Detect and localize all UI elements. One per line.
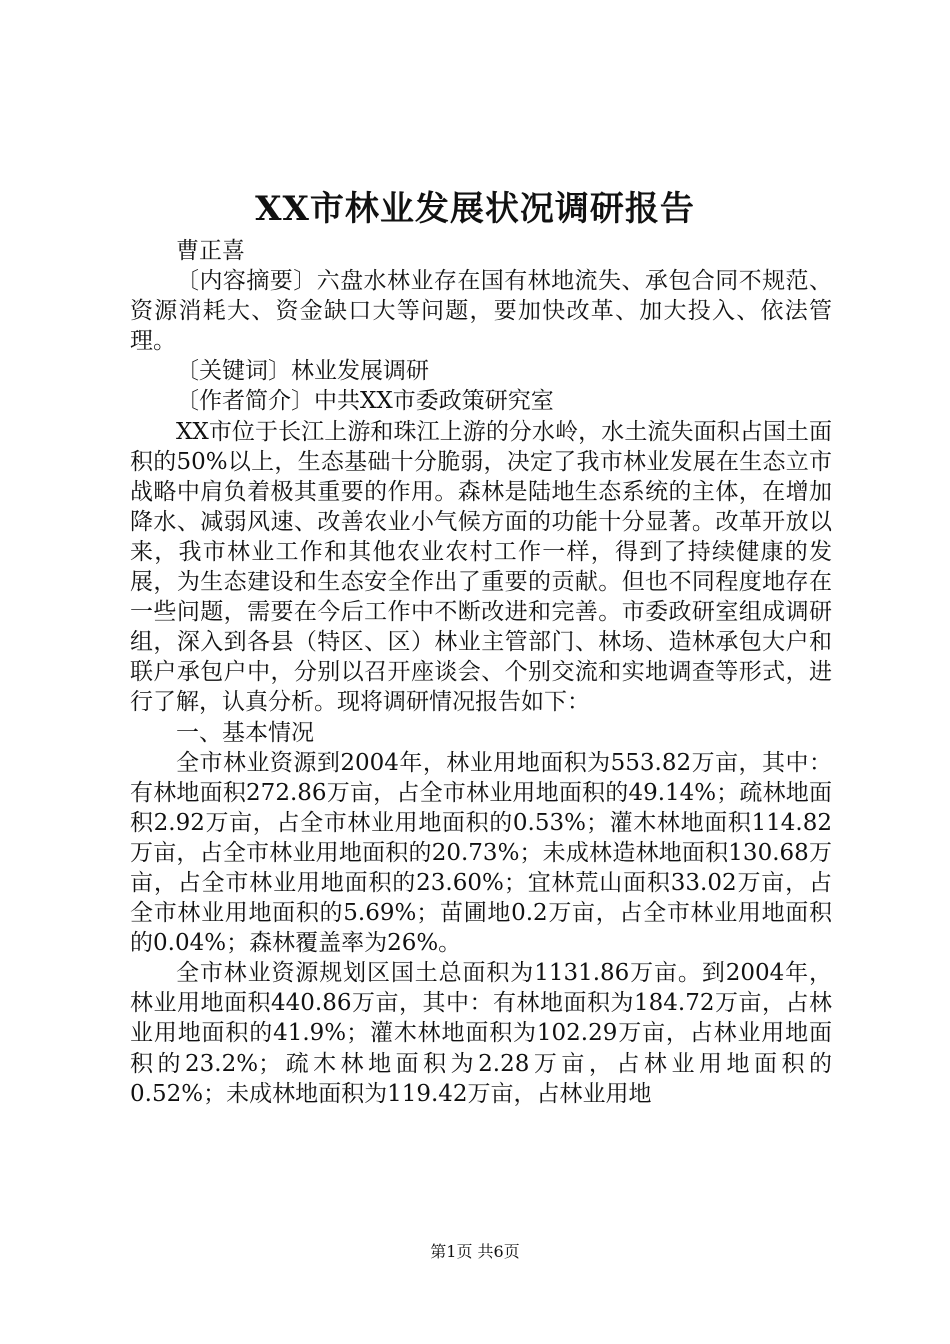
author-line: 曹正喜 (176, 238, 245, 264)
abstract-paragraph: 〔内容摘要〕六盘水林业存在国有林地流失、承包合同不规范、资源消耗大、资金缺口大等问题，要加快改革、加大投入、依法管理。 (130, 268, 832, 355)
body-paragraph: 全市林业资源到2004年，林业用地面积为553.82万亩，其中：有林地面积272.86万亩，占全市林业用地面积的49.14%；疏林地面积2.92万亩，占全市林业用地面积的0.53%；灌木林地面积114.82万亩，占全市林业用地面积的20.73%；未成林造林地面积130.68万亩，占全市林业用地面积的23.60%；宜林荒山面积33.02万亩，占全市林业用地面积的5.69%；苗圃地0.2万亩，占全市林业用地面积的0.04%；森林覆盖率为26%。 (130, 749, 832, 957)
document-body (130, 236, 832, 1109)
keywords-line: 〔关键词〕林业发展调研 (176, 358, 429, 385)
document-title: XX市林业发展状况调研报告 (255, 189, 695, 229)
body-paragraph: 全市林业资源规划区国土总面积为1131.86万亩。到2004年，林业用地面积440.86万亩，其中：有林地面积为184.72万亩，占林业用地面积的41.9%；灌木林地面积为102.29万亩，占林业用地面积的23.2%；疏木林地面积为2.28万亩，占林业用地面积的0.52%；未成林地面积为119.42万亩，占林业用地 (130, 960, 832, 1107)
body-paragraph: XX市位于长江上游和珠江上游的分水岭，水土流失面积占国土面积的50%以上，生态基础十分脆弱，决定了我市林业发展在生态立市战略中肩负着极其重要的作用。森林是陆地生态系统的主体，在增加降水、减弱风速、改善农业小气候方面的功能十分显著。改革开放以来，我市林业工作和其他农业农村工作一样，得到了持续健康的发展，为生态建设和生态安全作出了重要的贡献。但也不同程度地存在一些问题，需要在今后工作中不断改进和完善。市委政研室组成调研组，深入到各县（特区、区）林业主管部门、林场、造林承包大户和联户承包户中，分别以召开座谈会、个别交流和实地调查等形式，进行了解，认真分析。现将调研情况报告如下： (130, 418, 832, 716)
page-footer: 第1页 共6页 (430, 1242, 520, 1261)
section-heading: 一、基本情况 (176, 719, 314, 746)
author-bio-line: 〔作者简介〕中共XX市委政策研究室 (176, 388, 554, 415)
